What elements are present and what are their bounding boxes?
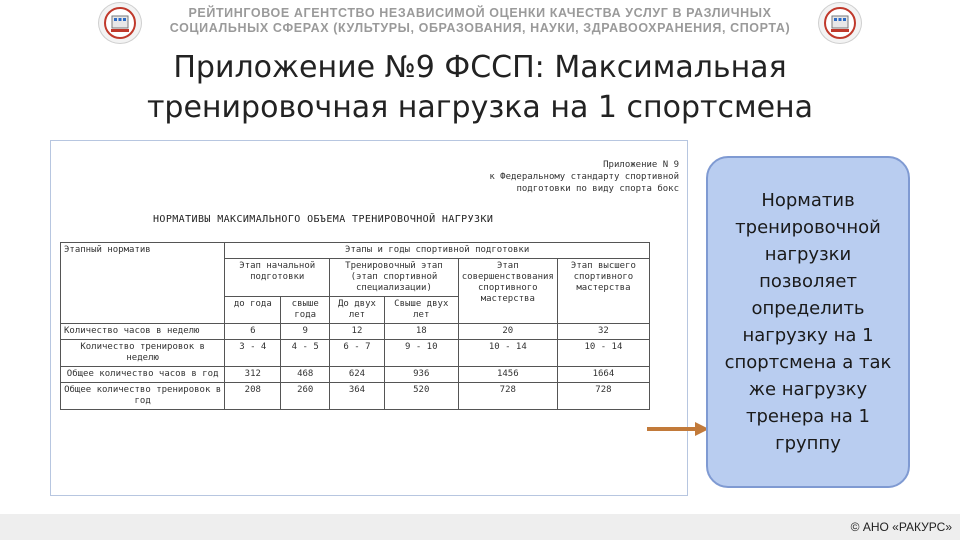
stage-header: Этап совершенствования спортивного мастерства <box>458 259 557 324</box>
table-cell: 364 <box>330 383 385 410</box>
table-cell: 312 <box>225 367 281 383</box>
table-row <box>61 340 650 367</box>
appendix-note-line-3: подготовки по виду спорта бокс <box>516 184 679 194</box>
year-header: до года <box>225 297 281 324</box>
table-cell: 10 - 14 <box>458 340 557 367</box>
arrow-right-icon <box>647 422 709 436</box>
table-cell: 4 - 5 <box>281 340 330 367</box>
agency-line-1: РЕЙТИНГОВОЕ АГЕНТСТВО НЕЗАВИСИМОЙ ОЦЕНКИ КАЧЕСТВА УСЛУГ В РАЗЛИЧНЫХ <box>188 6 772 20</box>
document-heading: НОРМАТИВЫ МАКСИМАЛЬНОГО ОБЪЕМА ТРЕНИРОВОЧНОЙ НАГРУЗКИ <box>153 214 494 225</box>
row-label: Общее количество тренировок в год <box>61 383 225 410</box>
table-cell: 468 <box>281 367 330 383</box>
header-bar <box>0 0 960 44</box>
stage-header: Этап высшего спортивного мастерства <box>557 259 649 324</box>
table-cell: 1456 <box>458 367 557 383</box>
table-cell: 10 - 14 <box>557 340 649 367</box>
callout-text: Норматив тренировочной нагрузки позволяет определить нагрузку на 1 спортсмена а так же нагрузку тренера на 1 группу <box>724 190 892 454</box>
table-group-header: Этапы и годы спортивной подготовки <box>225 243 650 259</box>
table-cell: 6 - 7 <box>330 340 385 367</box>
table-cell: 260 <box>281 383 330 410</box>
document-scan <box>50 140 688 496</box>
appendix-note <box>489 159 679 195</box>
year-header: свыше года <box>281 297 330 324</box>
stage-header: Тренировочный этап (этап спортивной специализации) <box>330 259 459 297</box>
table-cell: 12 <box>330 324 385 340</box>
table-cell: 9 - 10 <box>384 340 458 367</box>
table-cell: 6 <box>225 324 281 340</box>
table-header-row <box>61 243 650 259</box>
stage-header: Этап начальной подготовки <box>225 259 330 297</box>
row-label: Количество часов в неделю <box>61 324 225 340</box>
table-cell: 208 <box>225 383 281 410</box>
slide-title <box>60 48 900 128</box>
copyright-text: © АНО «РАКУРС» <box>850 520 952 534</box>
table-cell: 520 <box>384 383 458 410</box>
table-cell: 1664 <box>557 367 649 383</box>
row-label: Общее количество часов в год <box>61 367 225 383</box>
row-label: Количество тренировок в неделю <box>61 340 225 367</box>
table-cell: 936 <box>384 367 458 383</box>
table-row <box>61 383 650 410</box>
table-cell: 18 <box>384 324 458 340</box>
agency-line-2: СОЦИАЛЬНЫХ СФЕРАХ (КУЛЬТУРЫ, ОБРАЗОВАНИЯ, НАУКИ, ЗДРАВООХРАНЕНИЯ, СПОРТА) <box>169 21 791 35</box>
year-header: Свыше двух лет <box>384 297 458 324</box>
table-row <box>61 367 650 383</box>
table-cell: 9 <box>281 324 330 340</box>
agency-logo-icon <box>98 2 142 44</box>
table-cell: 32 <box>557 324 649 340</box>
appendix-note-line-2: к Федеральному стандарту спортивной <box>489 172 679 182</box>
table-cell: 728 <box>557 383 649 410</box>
agency-name <box>150 6 810 36</box>
table-cell: 20 <box>458 324 557 340</box>
table-corner-cell: Этапный норматив <box>61 243 225 324</box>
year-header: До двух лет <box>330 297 385 324</box>
table-cell: 3 - 4 <box>225 340 281 367</box>
norms-table <box>60 242 650 410</box>
callout-box <box>706 156 910 488</box>
agency-logo-icon <box>818 2 862 44</box>
slide-title-line-2: тренировочная нагрузка на 1 спортсмена <box>146 90 814 125</box>
slide-title-line-1: Приложение №9 ФССП: Максимальная <box>173 50 787 85</box>
table-row <box>61 324 650 340</box>
table-cell: 624 <box>330 367 385 383</box>
footer-bar <box>0 514 960 540</box>
appendix-note-line-1: Приложение N 9 <box>603 160 679 170</box>
table-cell: 728 <box>458 383 557 410</box>
